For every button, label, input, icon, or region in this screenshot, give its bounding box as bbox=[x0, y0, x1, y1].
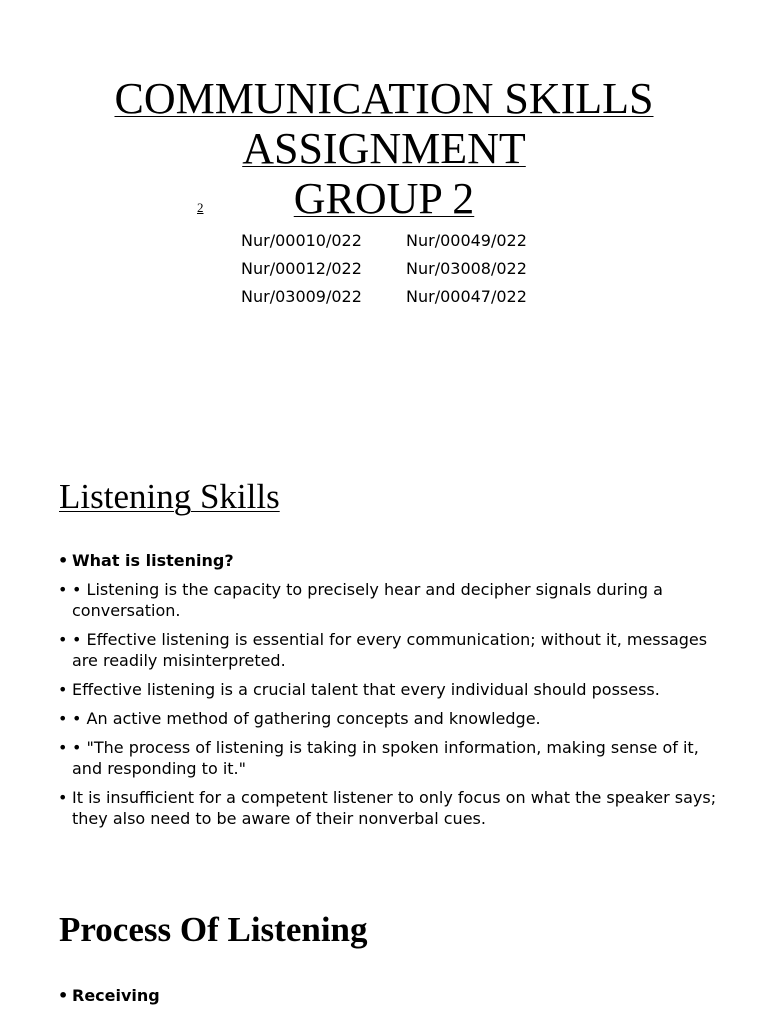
student-id: Nur/00049/022 bbox=[406, 231, 527, 250]
student-id: Nur/03009/022 bbox=[241, 287, 362, 306]
title-line-3: GROUP 2 bbox=[293, 174, 475, 223]
list-item: • • Effective listening is essential for every communication; without it, messages are readily misinterpreted. bbox=[58, 629, 718, 671]
student-id: Nur/00010/022 bbox=[241, 231, 362, 250]
title-line-2: ASSIGNMENT bbox=[242, 124, 526, 173]
list-item: • • "The process of listening is taking in spoken information, making sense of it, and responding to it." bbox=[58, 737, 718, 779]
list-item: • Receiving bbox=[58, 985, 718, 1006]
student-id-list bbox=[241, 229, 536, 309]
title-line-1: COMMUNICATION SKILLS bbox=[114, 74, 654, 123]
student-id: Nur/00012/022 bbox=[241, 259, 362, 278]
student-id: Nur/00047/022 bbox=[406, 287, 527, 306]
list-item: • What is listening? bbox=[58, 550, 718, 571]
list-item: • • An active method of gathering concepts and knowledge. bbox=[58, 708, 718, 729]
list-item: • It is insufficient for a competent listener to only focus on what the speaker says; they also need to be aware of their nonverbal cues. bbox=[58, 787, 718, 829]
process-of-listening-list bbox=[58, 985, 718, 1014]
listening-skills-heading: Listening Skills bbox=[59, 477, 280, 516]
list-item: • Effective listening is a crucial talent that every individual should possess. bbox=[58, 679, 718, 700]
process-of-listening-heading: Process Of Listening bbox=[59, 910, 368, 949]
page-mark: 2 bbox=[197, 200, 204, 215]
list-item: • • Listening is the capacity to precisely hear and decipher signals during a conversation. bbox=[58, 579, 718, 621]
listening-skills-list bbox=[58, 550, 718, 837]
student-id: Nur/03008/022 bbox=[406, 259, 527, 278]
